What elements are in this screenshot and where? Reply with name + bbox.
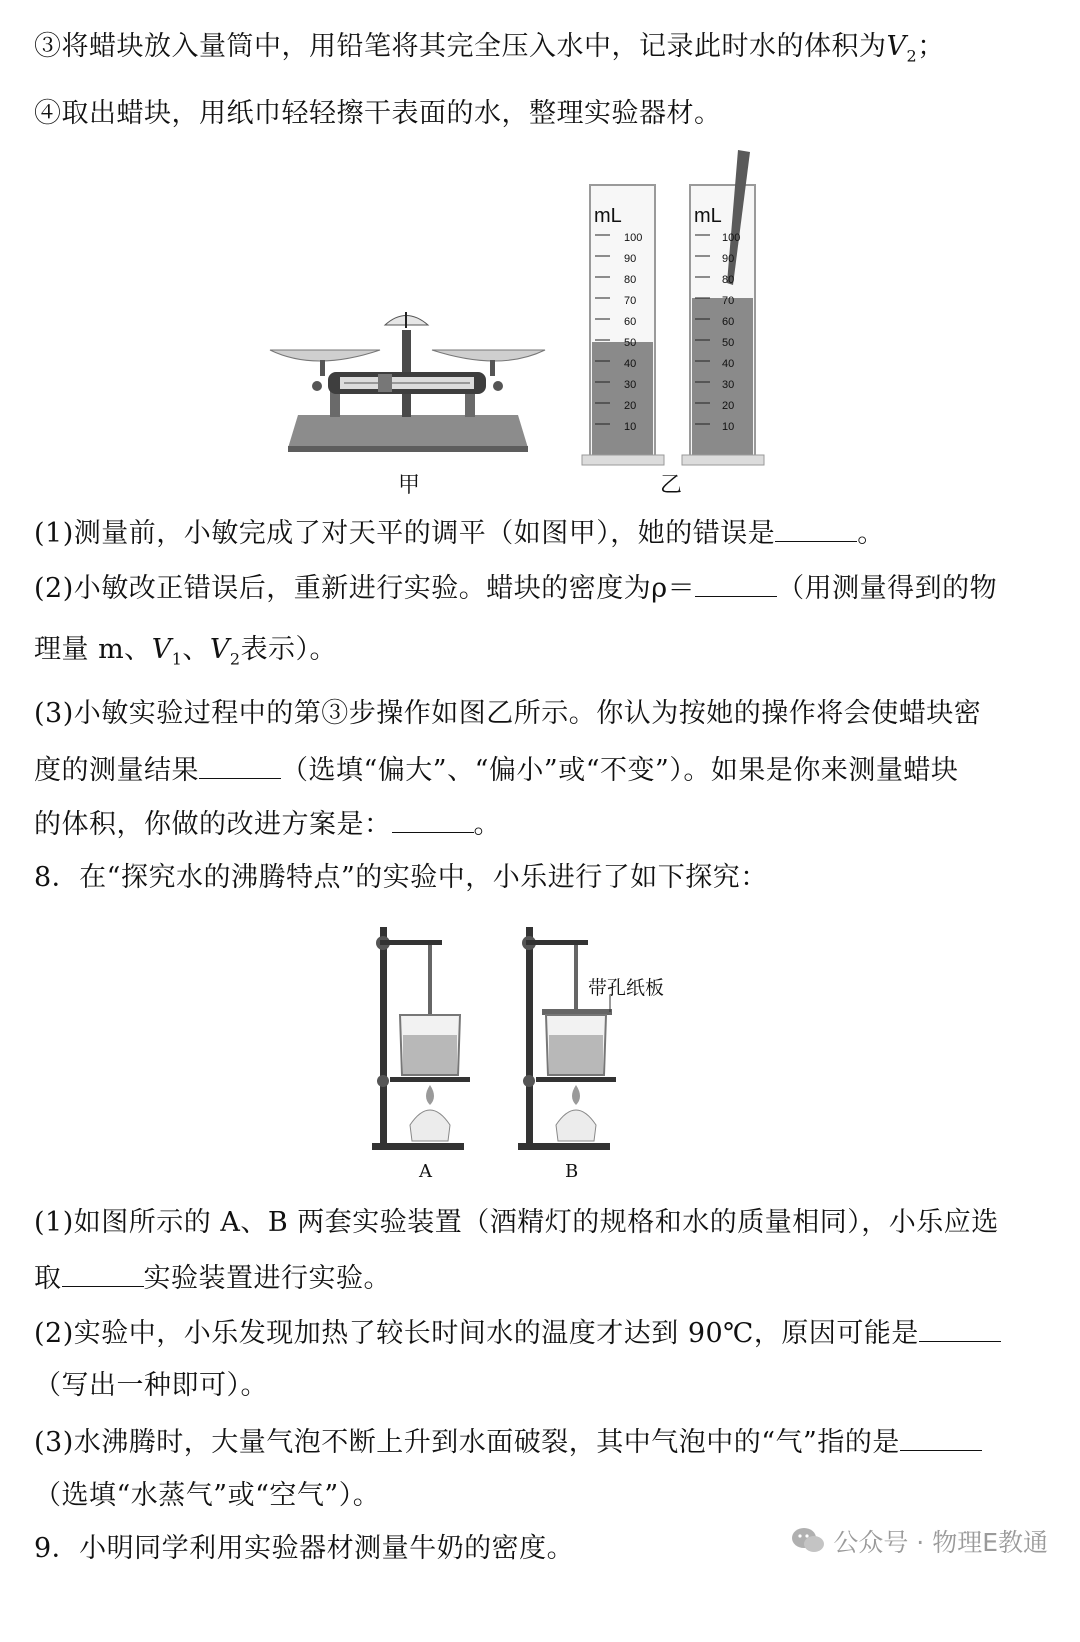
- label-a: A: [419, 1161, 432, 1182]
- caption-jia: 甲: [398, 473, 421, 498]
- question-8-1-cont: 取 实验装置进行实验。: [34, 1260, 391, 1296]
- apparatus-b-icon: [518, 927, 616, 1150]
- cylinder-right-unit: mL: [694, 205, 722, 227]
- answer-blank[interactable]: [199, 752, 281, 779]
- figure-boiling-apparatus: [360, 915, 680, 1160]
- cylinder-left-unit: mL: [594, 205, 622, 227]
- wechat-icon: [791, 1527, 825, 1555]
- question-8-2-cont: （写出一种即可）。: [34, 1370, 268, 1401]
- balance-icon: [270, 312, 545, 452]
- step-4-text: ④取出蜡块，用纸巾轻轻擦干表面的水，整理实验器材。: [34, 98, 722, 129]
- figure-balance-cylinders: [260, 150, 800, 500]
- question-7-2: (2)小敏改正错误后，重新进行实验。蜡块的密度为ρ＝ （用测量得到的物: [34, 570, 997, 606]
- watermark: [791, 1523, 1048, 1559]
- question-7-3: (3)小敏实验过程中的第③步操作如图乙所示。你认为按她的操作将会使蜡块密: [34, 698, 982, 729]
- question-7-3-cont: 度的测量结果 （选填“偏大”、“偏小”或“不变”）。如果是你来测量蜡块: [34, 752, 958, 788]
- question-8-3: (3)水沸腾时，大量气泡不断上升到水面破裂，其中气泡中的“气”指的是: [34, 1424, 982, 1460]
- watermark-text: 公众号 · 物理E教通: [833, 1528, 1048, 1557]
- caption-yi: 乙: [660, 473, 683, 498]
- question-7-3-improve: 的体积，你做的改进方案是： 。: [34, 806, 501, 842]
- answer-blank[interactable]: [392, 806, 474, 833]
- apparatus-callout: 带孔纸板: [588, 977, 665, 999]
- cylinder-right-ticks: 100 90 80 70 60 50 40 30 20 10: [722, 232, 741, 433]
- question-8-2: (2)实验中，小乐发现加热了较长时间水的温度才达到 90℃，原因可能是: [34, 1315, 1001, 1351]
- problem-8-title: 8．在“探究水的沸腾特点”的实验中，小乐进行了如下探究：: [34, 862, 768, 893]
- answer-blank[interactable]: [919, 1315, 1001, 1342]
- label-b: B: [565, 1161, 579, 1182]
- answer-blank[interactable]: [695, 570, 777, 597]
- cylinder-left-ticks: 100 90 80 70 60 50 40 30 20 10: [624, 232, 643, 433]
- answer-blank[interactable]: [900, 1424, 982, 1451]
- answer-blank[interactable]: [62, 1260, 144, 1287]
- apparatus-a-icon: [372, 927, 470, 1150]
- question-7-1: (1)测量前，小敏完成了对天平的调平（如图甲），她的错误是 。: [34, 515, 885, 551]
- question-8-1: (1)如图所示的 A、B 两套实验装置（酒精灯的规格和水的质量相同），小乐应选: [34, 1207, 999, 1238]
- answer-blank[interactable]: [775, 515, 857, 542]
- step-3-text: ③将蜡块放入量筒中，用铅笔将其完全压入水中，记录此时水的体积为$V_2$；: [34, 31, 945, 66]
- question-7-2-cont: 理量 m、$V_1$、$V_2$表示）。: [34, 634, 338, 669]
- problem-9-title: 9．小明同学利用实验器材测量牛奶的密度。: [34, 1533, 575, 1564]
- question-8-3-cont: （选填“水蒸气”或“空气”）。: [34, 1480, 381, 1511]
